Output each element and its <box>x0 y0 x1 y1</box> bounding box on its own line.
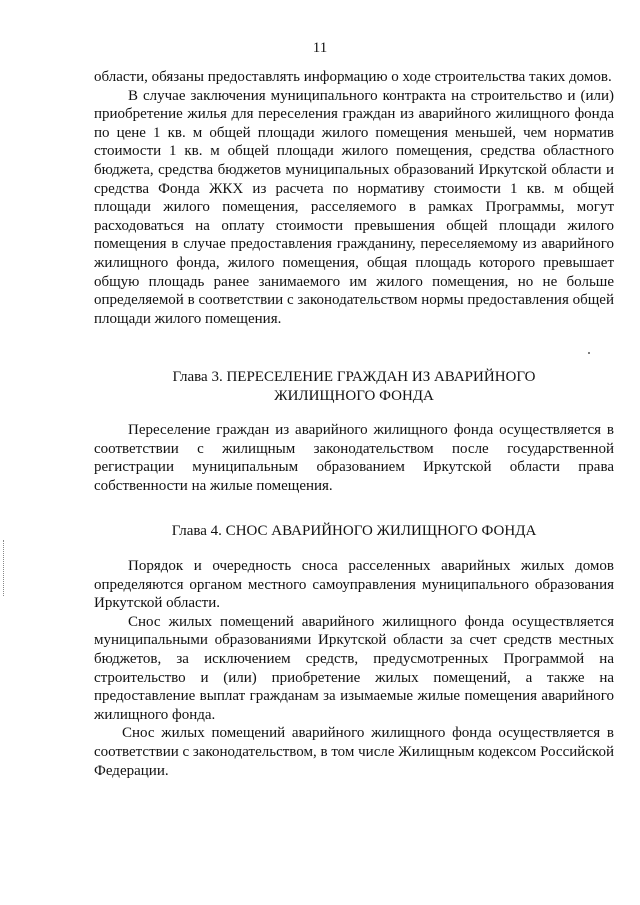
page-number: 11 <box>312 40 328 56</box>
chapter-3-heading-line-2: ЖИЛИЩНОГО ФОНДА <box>274 387 434 404</box>
chapter-4-heading: Глава 4. СНОС АВАРИЙНОГО ЖИЛИЩНОГО ФОНДА <box>171 523 537 539</box>
paragraph-resettlement: Переселение граждан из аварийного жилищного фонда осуществляется в соответствии с жилищным законодательством после государственной регистрации муниципальным образованием Иркутской области права собственности на жилые помещения. <box>94 422 614 494</box>
paragraph-demolition-order: Порядок и очередность сноса расселенных аварийных жилых домов определяются органом местного самоуправления муниципального образования Иркутской области. <box>94 558 614 612</box>
paragraph-demolition-funding: Снос жилых помещений аварийного жилищного фонда осуществляется муниципальными образованиями Иркутской области за счет средств местных бюджетов, за исключением средств, предусмотренных Программой на строительство и (или) приобретение жилых помещений, а также на предоставление выплат гражданам за изымаемые жилые помещения аварийного жилищного фонда. <box>94 613 614 723</box>
chapter-3-heading-line-1: Глава 3. ПЕРЕСЕЛЕНИЕ ГРАЖДАН ИЗ АВАРИЙНОГО <box>172 369 536 385</box>
paragraph-funding: В случае заключения муниципального контракта на строительство и (или) приобретение жилья для переселения граждан из аварийного жилищного фонда по цене 1 кв. м общей площади жилого помещения меньшей, чем норматив стоимости 1 кв. м общей площади жилого помещения, средства областного бюджета, средства бюджетов муниципальных образований Иркутской области и средства Фонда ЖКХ из расчета по нормативу стоимости 1 кв. м общей площади жилого помещения, расселяемого в рамках Программы, могут расходоваться на оплату стоимости превышения общей площади жилого помещения в случае предоставления гражданину, переселяемому из аварийного жилищного фонда, жилого помещения, общая площадь которого превышает общую площадь ранее занимаемого им жилого помещения, но не больше определяемой в соответствии с законодательством нормы предоставления общей площади жилого помещения. <box>94 87 614 327</box>
chapter-3-body <box>94 421 614 495</box>
chapter-3-heading <box>94 368 614 405</box>
paragraph-continuation: области, обязаны предоставлять информацию о ходе строительства таких домов. <box>94 69 612 85</box>
scan-speck <box>588 352 590 354</box>
intro-section <box>94 68 614 328</box>
scan-edge-mark <box>3 540 5 596</box>
chapter-4-body <box>94 557 614 780</box>
paragraph-demolition-law: Снос жилых помещений аварийного жилищного фонда осуществляется в соответствии с законодательством, в том числе Жилищным кодексом Российской Федерации. <box>94 725 614 779</box>
